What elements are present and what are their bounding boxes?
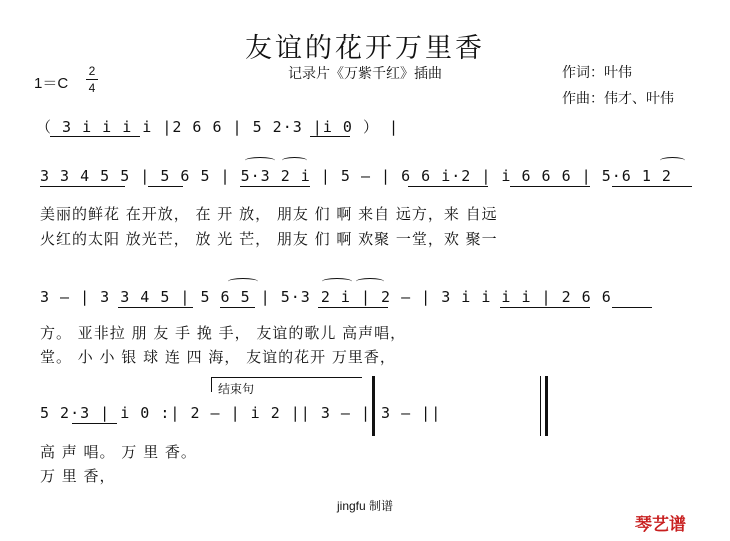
song-subtitle: 记录片《万紫千红》插曲 — [288, 66, 442, 82]
beam-line — [318, 307, 388, 308]
slur-mark — [228, 278, 258, 285]
lyricist-credit: 作词：叶伟 — [562, 65, 632, 81]
beam-line — [220, 307, 255, 308]
lyric-row3-verse1: 高 声 唱。 万 里 香。 — [40, 443, 197, 461]
staff-row-intro: （ 3 i i i i |2 6 6 | 5 2·3 |i 0 ） | — [36, 118, 400, 136]
lyric-row3-verse2: 万 里 香， — [40, 467, 116, 485]
slur-mark — [245, 157, 275, 164]
lyric-row1-verse2: 火红的太阳 放光芒， 放 光 芒， 朋友 们 啊 欢聚 一堂，欢 聚一 — [40, 230, 498, 248]
time-signature-bottom: 4 — [88, 81, 96, 95]
staff-row-3: 5 2·3 | i 0 :| 2 – | i 2 || 3 – | 3 – || — [40, 404, 442, 422]
beam-line — [612, 307, 652, 308]
lyric-row1-verse1: 美丽的鲜花 在开放， 在 开 放， 朋友 们 啊 来自 远方，来 自远 — [40, 205, 498, 223]
staff-row-2: 3 – | 3 3 4 5 | 5 6 5 | 5·3 2 i | 2 – | 3 i i i i | 2 6 6 — [40, 288, 612, 306]
beam-line — [72, 423, 117, 424]
bracket-line — [372, 376, 375, 436]
final-barline — [540, 376, 541, 436]
time-signature-divider — [86, 79, 98, 80]
beam-line — [500, 307, 590, 308]
watermark-logo: 琴艺谱 — [635, 515, 686, 534]
beam-line — [40, 186, 125, 187]
beam-line — [510, 186, 590, 187]
slur-mark — [282, 157, 307, 164]
lyric-row2-verse1: 方。 亚非拉 朋 友 手 挽 手， 友谊的歌儿 高声唱， — [40, 324, 407, 342]
ending-label: 结束句 — [218, 382, 255, 396]
ending-volta — [211, 377, 362, 396]
beam-line — [612, 186, 692, 187]
beam-line — [50, 136, 140, 137]
beam-line — [408, 186, 488, 187]
key-signature: 1＝C — [34, 75, 69, 92]
song-title: 友谊的花开万里香 — [245, 33, 485, 64]
slur-mark — [322, 278, 352, 285]
composer-credit: 作曲：伟才、叶伟 — [562, 91, 674, 107]
slur-mark — [356, 278, 384, 285]
time-signature-top: 2 — [88, 64, 96, 78]
arranger-credit: jingfu 制谱 — [336, 499, 394, 513]
final-barline-thick — [545, 376, 548, 436]
time-signature — [86, 64, 98, 95]
slur-mark — [660, 157, 685, 164]
beam-line — [148, 186, 183, 187]
beam-line — [118, 307, 193, 308]
lyric-row2-verse2: 堂。 小 小 银 球 连 四 海， 友谊的花开 万里香， — [40, 348, 396, 366]
staff-row-1: 3 3 4 5 5 | 5 6 5 | 5·3 2 i | 5 – | 6 6 i·2 | i 6 6 6 | 5·6 1 2 — [40, 167, 672, 185]
beam-line — [240, 186, 310, 187]
beam-line — [310, 136, 350, 137]
